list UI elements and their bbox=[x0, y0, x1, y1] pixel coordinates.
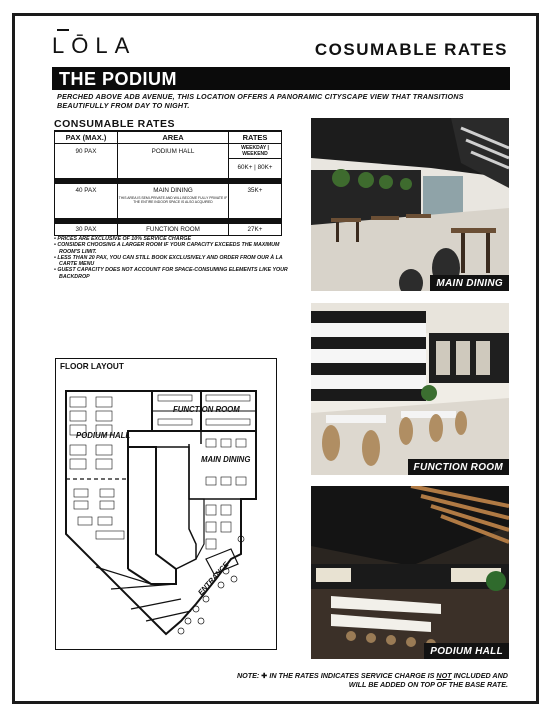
area-cell: PODIUM HALL bbox=[118, 144, 229, 178]
main-dining-label: MAIN DINING bbox=[201, 455, 251, 464]
area-cell bbox=[118, 184, 229, 218]
list-item: • CONSIDER CHOOSING A LARGER ROOM IF YOUR CAPACITY EXCEEDS THE MAXIMUM ROOM'S LIMIT. bbox=[54, 242, 289, 255]
function-room-label: FUNCTION ROOM bbox=[173, 405, 240, 414]
rate-cell bbox=[229, 144, 282, 178]
footnote-emphasis: NOT bbox=[436, 671, 452, 680]
page-title: COSUMABLE RATES bbox=[314, 40, 508, 59]
area-cell: FUNCTION ROOM bbox=[118, 224, 229, 236]
footnote-prefix: NOTE: bbox=[236, 671, 260, 680]
table-row bbox=[55, 224, 282, 236]
footnote-text: IN THE RATES INDICATES SERVICE CHARGE IS bbox=[269, 671, 435, 680]
podium-hall-photo bbox=[311, 486, 509, 659]
list-item: • PRICES ARE EXCLUSIVE OF 10% SERVICE CHARGE bbox=[54, 236, 289, 242]
column-header: RATES bbox=[229, 132, 282, 144]
venue-banner bbox=[52, 67, 510, 90]
main-dining-photo bbox=[311, 118, 509, 291]
restaurant-photo-icon bbox=[311, 118, 509, 291]
photo-caption: PODIUM HALL bbox=[424, 643, 509, 659]
list-item: • LESS THAN 20 PAX, YOU CAN STILL BOOK EXCLUSIVELY AND ORDER FROM OUR À LA CARTE MENU bbox=[54, 255, 289, 268]
brand-logo: LŌLA bbox=[52, 33, 137, 58]
area-note: THIS AREA IS SEMI-PRIVATE AND WILL BECOME FULLY PRIVATE IF THE ENTIRE INDOOR SPACE IS ALSO ACQUIRED bbox=[118, 195, 228, 204]
logo-macron bbox=[57, 29, 69, 31]
footnote-line2: WILL BE ADDED ON TOP OF THE BASE RATE. bbox=[348, 680, 508, 689]
floor-layout-panel bbox=[55, 358, 277, 650]
footnote-text: INCLUDED AND bbox=[453, 671, 508, 680]
footnote bbox=[208, 671, 508, 689]
pax-cell: 30 PAX bbox=[55, 224, 118, 236]
rates-table-title: CONSUMABLE RATES bbox=[54, 118, 282, 132]
area-name: MAIN DINING bbox=[153, 186, 193, 194]
column-header: PAX (MAX.) bbox=[55, 132, 118, 144]
table-row bbox=[55, 184, 282, 218]
pax-cell: 90 PAX bbox=[55, 144, 118, 178]
podium-hall-label: PODIUM HALL bbox=[76, 431, 131, 440]
photo-caption: MAIN DINING bbox=[430, 275, 509, 291]
floor-layout-title: FLOOR LAYOUT bbox=[60, 362, 124, 371]
rate-cell: 27K+ bbox=[229, 224, 282, 236]
rate-period-label: WEEKDAY | WEEKEND bbox=[229, 144, 281, 159]
photo-caption: FUNCTION ROOM bbox=[408, 459, 509, 475]
rate-notes bbox=[54, 236, 289, 280]
pax-cell: 40 PAX bbox=[55, 184, 118, 218]
list-item: • GUEST CAPACITY DOES NOT ACCOUNT FOR SPACE-CONSUMING ELEMENTS LIKE YOUR BACKDROP bbox=[54, 267, 289, 280]
rate-value: 60K+ | 80K+ bbox=[237, 164, 273, 171]
column-header: AREA bbox=[118, 132, 229, 144]
table-header-row bbox=[55, 132, 282, 144]
function-room-photo bbox=[311, 303, 509, 475]
restaurant-photo-icon bbox=[311, 486, 509, 659]
restaurant-photo-icon bbox=[311, 303, 509, 475]
venue-name: THE PODIUM bbox=[59, 69, 178, 89]
entrance-label: ENTRANCE bbox=[196, 560, 231, 598]
floor-plan-map bbox=[56, 359, 276, 649]
table-row bbox=[55, 144, 282, 178]
plus-icon: ✚ bbox=[261, 671, 268, 680]
rate-cell: 35K+ bbox=[229, 184, 282, 218]
venue-description: PERCHED ABOVE ADB AVENUE, THIS LOCATION OFFERS A PANORAMIC CITYSCAPE VIEW THAT TRANSITIONS BEAUTIFULLY FROM DAY TO NIGHT. bbox=[57, 92, 464, 110]
rates-table bbox=[54, 131, 282, 236]
